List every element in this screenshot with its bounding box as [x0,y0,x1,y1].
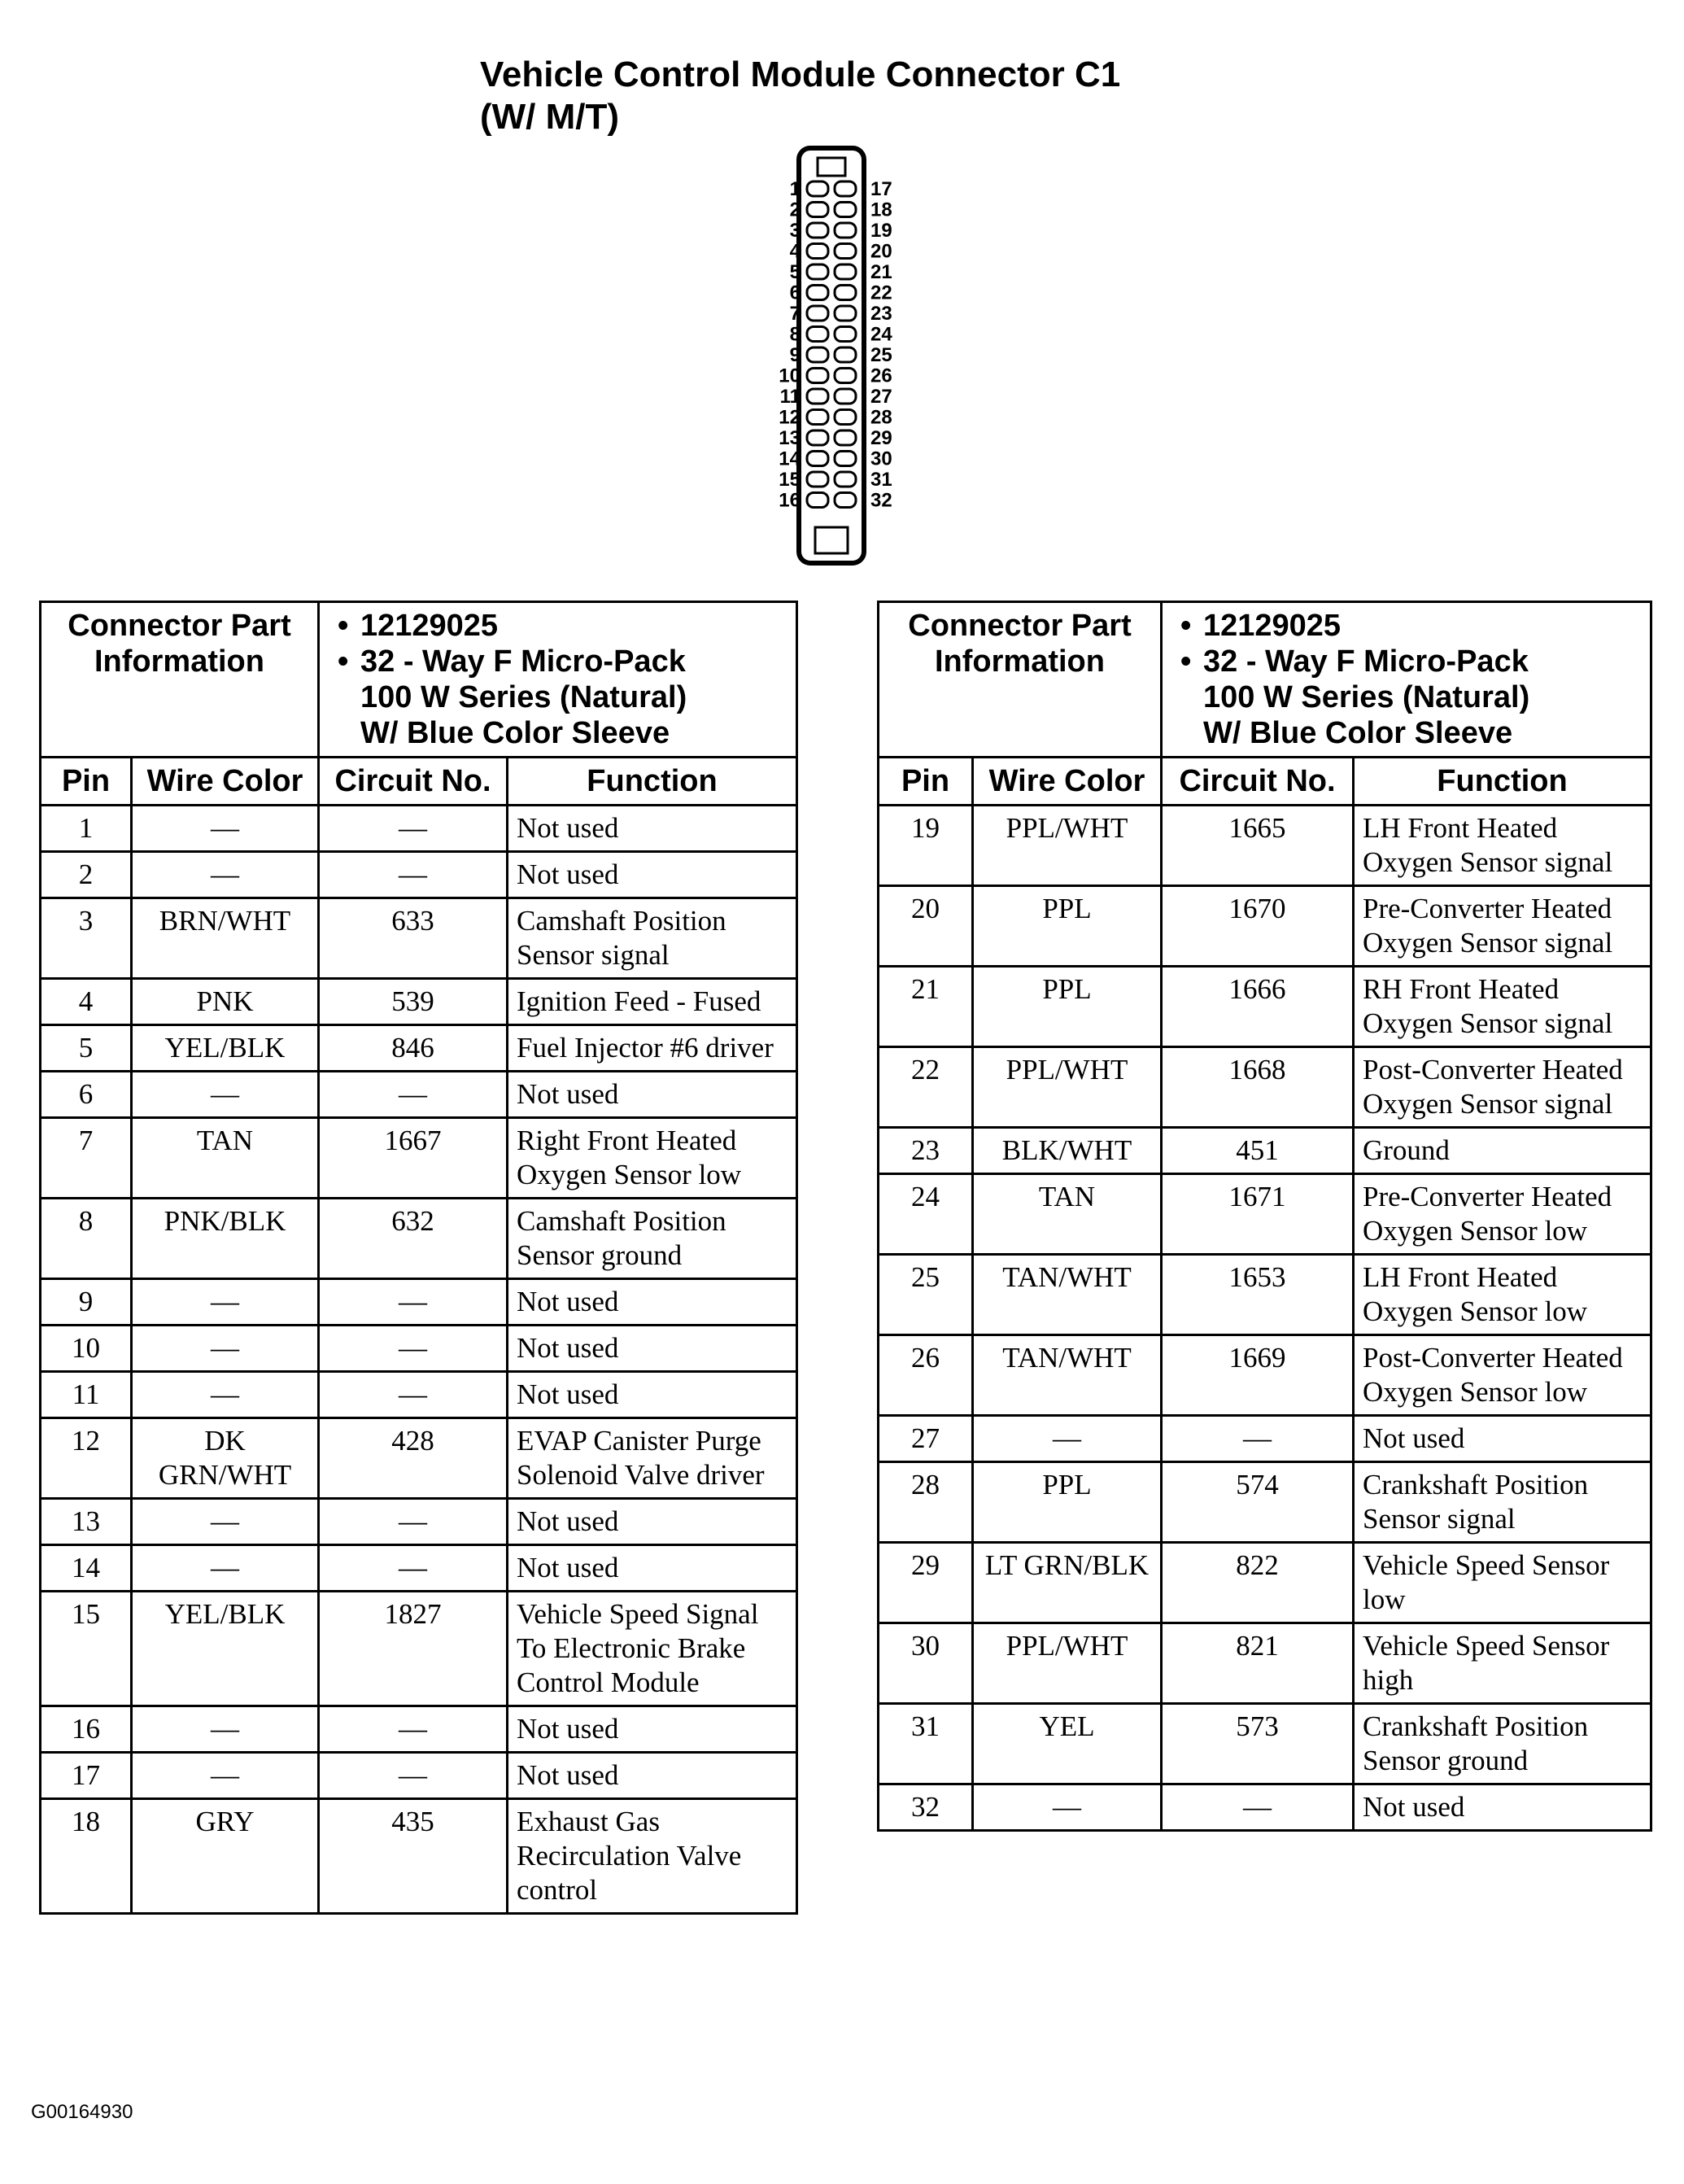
wire-color-cell: — [132,1372,319,1418]
connector-cavity [835,430,856,445]
connector-top-latch [818,158,845,176]
circuit-cell: 539 [319,979,508,1025]
circuit-cell: 1653 [1162,1255,1354,1335]
function-cell: LH Front Heated Oxygen Sensor signal [1354,806,1651,886]
connector-pin-label: 15 [779,469,801,491]
connector-cavity [835,347,856,362]
page-title [480,54,1120,138]
connector-pin-label: 17 [870,178,892,200]
connector-cavity [835,264,856,279]
connector-cavity [807,369,828,383]
wire-color-cell: — [132,806,319,852]
wire-color-cell: BLK/WHT [973,1128,1162,1174]
connector-cavity [835,389,856,404]
connector-pin-label: 25 [870,344,892,366]
pin-cell: 29 [879,1543,973,1623]
connector-pin-label: 24 [870,323,892,346]
connector-cavity [835,493,856,508]
connector-cavity [835,369,856,383]
pin-cell: 13 [41,1499,132,1545]
connector-body-outline [799,148,864,563]
header-pin: Pin [879,758,973,806]
pin-cell: 24 [879,1174,973,1255]
table-row [41,1545,797,1592]
wire-color-cell: PNK/BLK [132,1199,319,1279]
table-row [879,1335,1651,1416]
pin-cell: 3 [41,898,132,979]
connector-cavity [807,410,828,425]
table-row [41,1799,797,1914]
function-cell: Vehicle Speed Sensor high [1354,1623,1651,1704]
circuit-cell: 574 [1162,1462,1354,1543]
table-row [41,852,797,898]
connector-pin-label: 10 [779,365,801,387]
connector-pin-label: 22 [870,282,892,304]
connector-cavity [807,306,828,321]
wire-color-cell: TAN/WHT [973,1255,1162,1335]
function-cell: Post-Converter Heated Oxygen Sensor low [1354,1335,1651,1416]
connector-cavity [807,223,828,238]
connector-bottom-latch [815,527,848,553]
connector-pin-label: 1 [789,178,801,200]
wire-color-cell: — [132,1545,319,1592]
function-cell: Not used [508,1545,797,1592]
title-line-2: (W/ M/T) [480,97,620,137]
connector-pin-label: 28 [870,406,892,429]
right-pinout-table [877,601,1652,1832]
connector-cavity [807,264,828,279]
pin-cell: 8 [41,1199,132,1279]
connector-cavities [807,181,856,508]
part-info-label: Connector Part Information [41,602,319,758]
pin-cell: 18 [41,1799,132,1914]
wire-color-cell: — [132,1279,319,1326]
connector-cavity [835,410,856,425]
circuit-cell: 632 [319,1199,508,1279]
function-cell: Camshaft Position Sensor ground [508,1199,797,1279]
connector-pin-label: 18 [870,199,892,221]
part-info-value [319,602,797,758]
part-series: 100 W Series (Natural) [360,680,687,714]
table-row [879,1704,1651,1784]
pin-cell: 23 [879,1128,973,1174]
part-info-row [41,602,797,758]
wire-color-cell: PPL/WHT [973,806,1162,886]
connector-cavity [835,244,856,259]
circuit-cell: 573 [1162,1704,1354,1784]
pin-cell: 12 [41,1418,132,1499]
connector-pin-label: 30 [870,448,892,470]
part-series: 100 W Series (Natural) [1203,680,1530,714]
wire-color-cell: — [132,1753,319,1799]
connector-pin-label: 9 [789,344,801,366]
function-cell: Not used [508,806,797,852]
circuit-cell: 846 [319,1025,508,1072]
table-row [41,898,797,979]
part-sleeve: W/ Blue Color Sleeve [360,716,670,750]
left-table-body [41,806,797,1914]
pin-cell: 15 [41,1592,132,1706]
wire-color-cell: — [132,1326,319,1372]
connector-pin-label: 5 [789,261,801,283]
function-cell: Ground [1354,1128,1651,1174]
part-info-value [1162,602,1651,758]
connector-cavity [807,347,828,362]
wire-color-cell: PPL [973,1462,1162,1543]
connector-pin-label: 4 [789,240,801,263]
table-row [879,886,1651,967]
part-number: • 12129025 [1203,608,1642,644]
connector-pin-label: 31 [870,469,892,491]
part-sleeve: W/ Blue Color Sleeve [1203,716,1513,750]
right-table-body [879,806,1651,1831]
function-cell: Not used [508,1326,797,1372]
wire-color-cell: PNK [132,979,319,1025]
connector-pin-label: 32 [870,489,892,512]
table-row [879,806,1651,886]
column-header-row [879,758,1651,806]
circuit-cell: 1667 [319,1118,508,1199]
function-cell: Not used [1354,1784,1651,1831]
function-cell: LH Front Heated Oxygen Sensor low [1354,1255,1651,1335]
part-info-row [879,602,1651,758]
part-info-label: Connector Part Information [879,602,1162,758]
table-row [879,1784,1651,1831]
table-row [879,1174,1651,1255]
table-row [879,1462,1651,1543]
connector-cavity [807,327,828,342]
pin-cell: 2 [41,852,132,898]
header-pin: Pin [41,758,132,806]
circuit-cell: — [319,1372,508,1418]
circuit-cell: — [1162,1416,1354,1462]
connector-pin-label: 2 [789,199,801,221]
pin-cell: 14 [41,1545,132,1592]
circuit-cell: — [319,1753,508,1799]
connector-pin-label: 8 [789,323,801,346]
connector-cavity [807,244,828,259]
function-cell: Vehicle Speed Signal To Electronic Brake Control Module [508,1592,797,1706]
wire-color-cell: YEL/BLK [132,1025,319,1072]
table-row [41,1592,797,1706]
function-cell: Pre-Converter Heated Oxygen Sensor low [1354,1174,1651,1255]
connector-pin-label: 20 [870,240,892,263]
function-cell: Post-Converter Heated Oxygen Sensor signal [1354,1047,1651,1128]
table-row [879,1543,1651,1623]
circuit-cell: 1665 [1162,806,1354,886]
pin-cell: 19 [879,806,973,886]
connector-pin-label: 14 [779,448,801,470]
table-row [879,1047,1651,1128]
circuit-cell: 1668 [1162,1047,1354,1128]
wire-color-cell: PPL [973,967,1162,1047]
wire-color-cell: PPL [973,886,1162,967]
circuit-cell: 428 [319,1418,508,1499]
wire-color-cell: — [973,1784,1162,1831]
connector-cavity [835,181,856,196]
pin-cell: 21 [879,967,973,1047]
circuit-cell: — [1162,1784,1354,1831]
circuit-cell: 1669 [1162,1335,1354,1416]
figure-id: G00164930 [31,2101,133,2123]
wire-color-cell: DK GRN/WHT [132,1418,319,1499]
connector-cavity [807,203,828,217]
connector-cavity [835,223,856,238]
connector-pin-label: 19 [870,220,892,242]
wire-color-cell: BRN/WHT [132,898,319,979]
function-cell: Vehicle Speed Sensor low [1354,1543,1651,1623]
header-function: Function [508,758,797,806]
table-row [41,806,797,852]
wire-color-cell: PPL/WHT [973,1047,1162,1128]
pin-cell: 20 [879,886,973,967]
left-pinout-table [39,601,798,1915]
table-row [41,1418,797,1499]
connector-cavity [807,286,828,300]
circuit-cell: 451 [1162,1128,1354,1174]
function-cell: Not used [508,1072,797,1118]
connector-pin-label: 13 [779,427,801,449]
circuit-cell: — [319,1499,508,1545]
pin-cell: 10 [41,1326,132,1372]
pin-cell: 5 [41,1025,132,1072]
function-cell: Not used [508,1753,797,1799]
table-row [879,967,1651,1047]
header-function: Function [1354,758,1651,806]
connector-diagram [748,138,911,570]
wire-color-cell: TAN [973,1174,1162,1255]
wire-color-cell: — [132,1706,319,1753]
table-row [41,1499,797,1545]
circuit-cell: 1671 [1162,1174,1354,1255]
wire-color-cell: — [132,1499,319,1545]
circuit-cell: 435 [319,1799,508,1914]
connector-pin-label: 12 [779,406,801,429]
table-row [879,1128,1651,1174]
circuit-cell: 822 [1162,1543,1354,1623]
connector-pin-label: 23 [870,303,892,325]
part-number: • 12129025 [360,608,787,644]
function-cell: Crankshaft Position Sensor signal [1354,1462,1651,1543]
connector-cavity [807,493,828,508]
connector-cavity [835,203,856,217]
circuit-cell: — [319,806,508,852]
connector-left-pin-labels [779,178,801,512]
connector-cavity [807,472,828,487]
function-cell: Not used [508,1499,797,1545]
wire-color-cell: GRY [132,1799,319,1914]
connector-right-pin-labels [870,178,892,512]
function-cell: Not used [508,1279,797,1326]
function-cell: Right Front Heated Oxygen Sensor low [508,1118,797,1199]
pin-cell: 6 [41,1072,132,1118]
connector-cavity [807,389,828,404]
function-cell: Crankshaft Position Sensor ground [1354,1704,1651,1784]
function-cell: Fuel Injector #6 driver [508,1025,797,1072]
wire-color-cell: PPL/WHT [973,1623,1162,1704]
table-row [41,1072,797,1118]
connector-pin-label: 27 [870,386,892,408]
function-cell: Pre-Converter Heated Oxygen Sensor signal [1354,886,1651,967]
circuit-cell: 821 [1162,1623,1354,1704]
connector-cavity [807,181,828,196]
pin-cell: 1 [41,806,132,852]
connector-cavity [835,306,856,321]
pin-cell: 16 [41,1706,132,1753]
connector-pin-label: 6 [789,282,801,304]
table-row [41,979,797,1025]
pin-cell: 17 [41,1753,132,1799]
part-type: • 32 - Way F Micro-Pack [360,644,787,679]
circuit-cell: 1666 [1162,967,1354,1047]
wire-color-cell: TAN/WHT [973,1335,1162,1416]
circuit-cell: — [319,1279,508,1326]
pin-cell: 11 [41,1372,132,1418]
header-circuit: Circuit No. [1162,758,1354,806]
function-cell: RH Front Heated Oxygen Sensor signal [1354,967,1651,1047]
header-circuit: Circuit No. [319,758,508,806]
function-cell: Not used [1354,1416,1651,1462]
connector-pin-label: 21 [870,261,892,283]
circuit-cell: — [319,1072,508,1118]
function-cell: Not used [508,1706,797,1753]
circuit-cell: 633 [319,898,508,979]
part-type: • 32 - Way F Micro-Pack [1203,644,1642,679]
pin-cell: 32 [879,1784,973,1831]
table-row [41,1706,797,1753]
header-wire-color: Wire Color [973,758,1162,806]
table-row [879,1255,1651,1335]
function-cell: Not used [508,1372,797,1418]
table-row [41,1199,797,1279]
pin-cell: 27 [879,1416,973,1462]
pin-cell: 7 [41,1118,132,1199]
connector-pin-label: 11 [779,386,801,408]
function-cell: Ignition Feed - Fused [508,979,797,1025]
wire-color-cell: LT GRN/BLK [973,1543,1162,1623]
table-row [879,1416,1651,1462]
pin-cell: 4 [41,979,132,1025]
table-row [41,1279,797,1326]
wire-color-cell: — [973,1416,1162,1462]
pin-cell: 22 [879,1047,973,1128]
pin-cell: 30 [879,1623,973,1704]
table-row [879,1623,1651,1704]
pin-cell: 25 [879,1255,973,1335]
connector-cavity [807,452,828,466]
connector-pin-label: 7 [789,303,801,325]
connector-pin-label: 26 [870,365,892,387]
function-cell: Not used [508,852,797,898]
connector-pin-label: 3 [789,220,801,242]
function-cell: EVAP Canister Purge Solenoid Valve driver [508,1418,797,1499]
table-row [41,1372,797,1418]
wire-color-cell: — [132,852,319,898]
circuit-cell: — [319,1545,508,1592]
wire-color-cell: YEL [973,1704,1162,1784]
pin-cell: 31 [879,1704,973,1784]
circuit-cell: — [319,1326,508,1372]
connector-pin-label: 16 [779,489,801,512]
header-wire-color: Wire Color [132,758,319,806]
connector-pin-label: 29 [870,427,892,449]
connector-cavity [835,327,856,342]
title-line-1: Vehicle Control Module Connector C1 [480,55,1121,94]
connector-cavity [807,430,828,445]
connector-cavity [835,286,856,300]
table-row [41,1753,797,1799]
circuit-cell: 1670 [1162,886,1354,967]
table-row [41,1118,797,1199]
circuit-cell: 1827 [319,1592,508,1706]
pin-cell: 26 [879,1335,973,1416]
pin-cell: 9 [41,1279,132,1326]
table-row [41,1326,797,1372]
table-row [41,1025,797,1072]
wire-color-cell: YEL/BLK [132,1592,319,1706]
connector-cavity [835,472,856,487]
circuit-cell: — [319,1706,508,1753]
function-cell: Exhaust Gas Recirculation Valve control [508,1799,797,1914]
wire-color-cell: TAN [132,1118,319,1199]
connector-cavity [835,452,856,466]
wire-color-cell: — [132,1072,319,1118]
circuit-cell: — [319,852,508,898]
pin-cell: 28 [879,1462,973,1543]
column-header-row [41,758,797,806]
function-cell: Camshaft Position Sensor signal [508,898,797,979]
